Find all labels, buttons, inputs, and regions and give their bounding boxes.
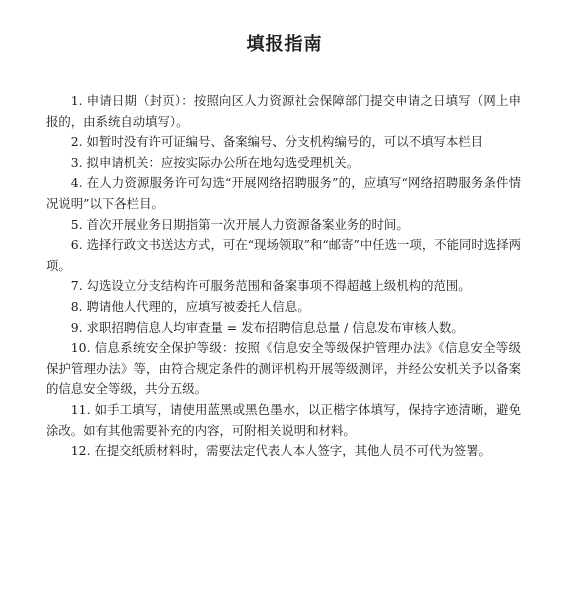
guide-item-11: 11. 如手工填写，请使用蓝黑或黑色墨水，以正楷字体填写，保持字迹清晰，避免涂改。如有其他需要补充的内容，可附相关说明和材料。 <box>46 401 521 438</box>
guide-item-9: 9. 求职招聘信息人均审查量 = 发布招聘信息总量 / 信息发布审核人数。 <box>70 319 464 335</box>
guide-item-6: 6. 选择行政文书送达方式，可在“现场领取”和“邮寄”中任选一项，不能同时选择两项。 <box>46 237 521 273</box>
guide-item-3: 3. 拟申请机关：应按实际办公所在地勾选受理机关。 <box>70 154 360 170</box>
page-title: 填报指南 <box>246 34 323 55</box>
guide-item-10: 10. 信息系统安全保护等级：按照《信息安全等级保护管理办法》《信息安全等级保护管理办法》等，由符合规定条件的测评机构开展等级测评，并经公安机关予以备案的信息安全等级，共分五级。 <box>46 340 521 397</box>
guide-item-5: 5. 首次开展业务日期指第一次开展人力资源备案业务的时间。 <box>70 216 409 232</box>
guide-item-8: 8. 聘请他人代理的，应填写被委托人信息。 <box>70 298 310 314</box>
guide-item-2: 2. 如暂时没有许可证编号、备案编号、分支机构编号的，可以不填写本栏目 <box>70 134 484 150</box>
guide-item-4: 4. 在人力资源服务许可勾选“开展网络招聘服务”的，应填写“网络招聘服务条件情况说明”以下各栏目。 <box>46 175 521 211</box>
guide-list <box>46 91 521 462</box>
guide-item-1: 1. 申请日期（封页）：按照向区人力资源社会保障部门提交申请之日填写（网上申报的，由系统自动填写）。 <box>46 93 521 129</box>
guide-item-7: 7. 勾选设立分支结构许可服务范围和备案事项不得超越上级机构的范围。 <box>70 278 471 294</box>
guide-item-12: 12. 在提交纸质材料时，需要法定代表人本人签字，其他人员不可代为签署。 <box>70 443 491 459</box>
